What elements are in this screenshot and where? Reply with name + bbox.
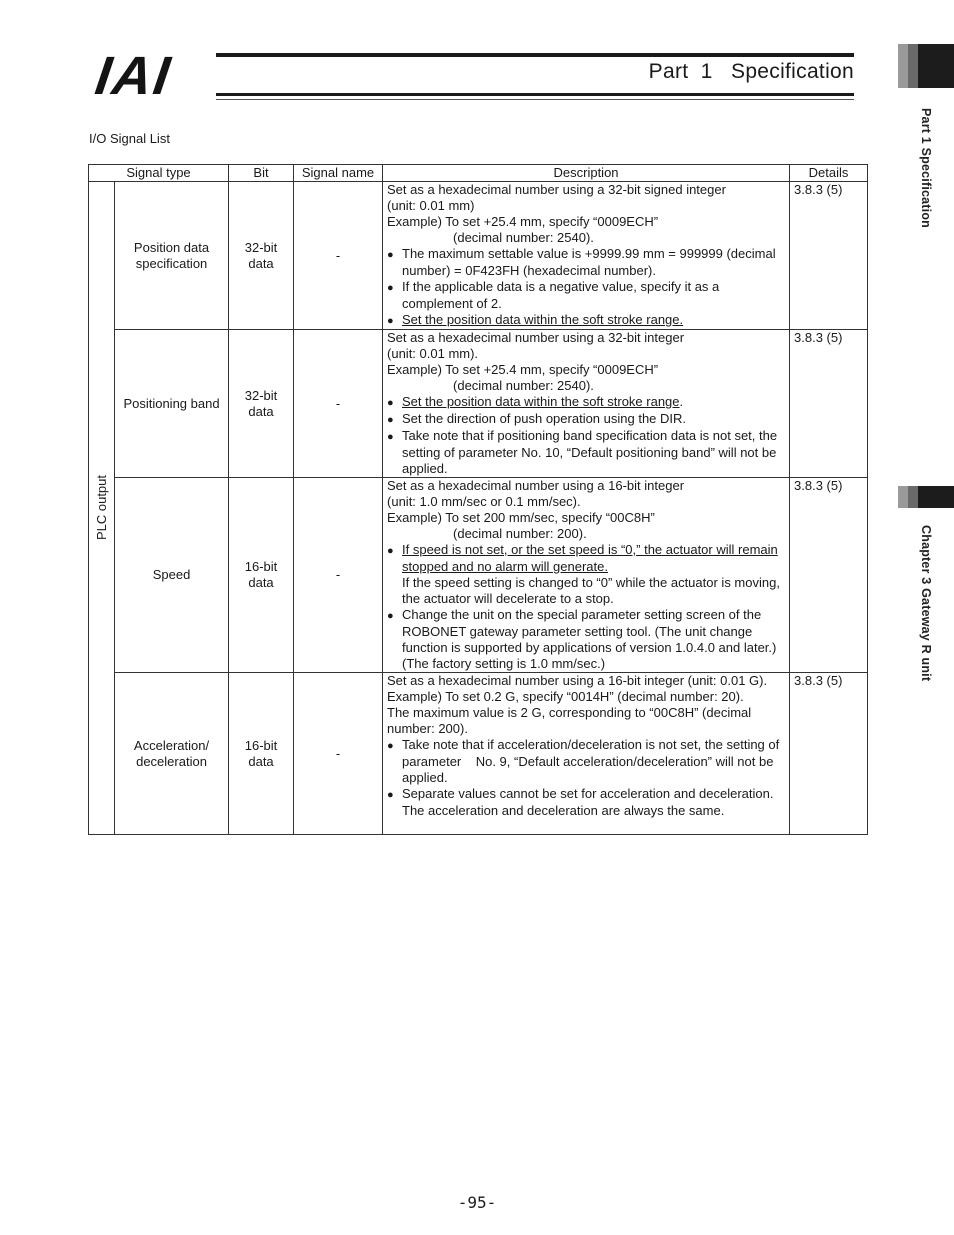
signal-type-cell: Position data specification <box>115 182 229 330</box>
desc-bullet <box>387 394 786 411</box>
table-header-row <box>89 165 868 182</box>
group-label: PLC output <box>93 475 109 541</box>
desc-bullet: ● If the applicable data is a negative value, specify it as a complement of 2. <box>387 279 786 312</box>
details-cell: 3.8.3 (5) <box>790 330 868 478</box>
details-cell: 3.8.3 (5) <box>790 478 868 673</box>
description-cell <box>383 673 790 835</box>
desc-underlined-text: If speed is not set, or the set speed is “0,” the actuator will remain stopped and no alarm will generate. <box>402 542 778 574</box>
bit-cell: 16-bit data <box>229 673 294 835</box>
desc-line: (decimal number: 2540). <box>453 230 594 245</box>
desc-line: (unit: 0.01 mm). <box>387 346 479 361</box>
signal-name-cell: - <box>294 673 383 835</box>
iai-logo: IAI <box>91 46 176 106</box>
header-bit: Bit <box>229 165 294 182</box>
bit-cell: 32-bit data <box>229 330 294 478</box>
signal-type-cell: Speed <box>115 478 229 673</box>
header-details: Details <box>790 165 868 182</box>
io-signal-table <box>88 164 868 835</box>
description-cell <box>383 330 790 478</box>
desc-bullet <box>387 542 786 575</box>
desc-bullet: ● Change the unit on the special parameter setting screen of the ROBONET gateway parameter setting tool. (The unit change function is supported by applications of version 1.0.4.0 and later.) (The factory setting is 1.0 mm/sec.) <box>387 607 786 672</box>
signal-name-cell: - <box>294 478 383 673</box>
desc-bullet: ● The maximum settable value is +9999.99 mm = 999999 (decimal number) = 0F423FH (hexadecimal number). <box>387 246 786 279</box>
desc-bullet: ● Separate values cannot be set for acceleration and deceleration. The acceleration and deceleration are always the same. <box>387 786 786 819</box>
desc-line: Example) To set 0.2 G, specify “0014H” (decimal number: 20). <box>387 689 744 704</box>
desc-period: . <box>679 394 684 409</box>
desc-bullet: ● Take note that if acceleration/deceleration is not set, the setting of parameter No. 9, “Default acceleration/deceleration” will not be applied. <box>387 737 786 786</box>
header-rule-top <box>216 53 854 57</box>
chapter-tab-marker <box>898 486 954 508</box>
description-cell <box>383 478 790 673</box>
table-row <box>89 478 868 673</box>
details-cell: 3.8.3 (5) <box>790 182 868 330</box>
header-signal-name: Signal name <box>294 165 383 182</box>
desc-bullet <box>387 312 786 329</box>
desc-line: Set as a hexadecimal number using a 16-bit integer <box>387 478 685 493</box>
bit-cell: 16-bit data <box>229 478 294 673</box>
desc-line: Example) To set 200 mm/sec, specify “00C8H” <box>387 510 655 525</box>
desc-line: Example) To set +25.4 mm, specify “0009ECH” <box>387 214 659 229</box>
header-rule-bottom <box>216 93 854 96</box>
desc-line: Set as a hexadecimal number using a 32-bit signed integer <box>387 182 726 197</box>
details-cell: 3.8.3 (5) <box>790 673 868 835</box>
table-row <box>89 673 868 835</box>
desc-bullet-continuation: If the speed setting is changed to “0” while the actuator is moving, the actuator will decelerate to a stop. <box>402 575 780 606</box>
desc-bullet: ● Set the direction of push operation using the DIR. <box>387 411 786 428</box>
chapter-side-label: Chapter 3 Gateway R unit <box>919 525 933 682</box>
signal-name-cell: - <box>294 182 383 330</box>
signal-name-cell: - <box>294 330 383 478</box>
signal-type-cell: Positioning band <box>115 330 229 478</box>
group-cell <box>89 182 115 835</box>
desc-line: (decimal number: 2540). <box>453 378 594 393</box>
signal-type-cell: Acceleration/ deceleration <box>115 673 229 835</box>
desc-underlined-text: Set the position data within the soft stroke range <box>402 394 680 409</box>
header-signal-type: Signal type <box>89 165 229 182</box>
desc-line: (unit: 0.01 mm) <box>387 198 475 213</box>
page-title: Part 1 Specification <box>648 60 854 83</box>
desc-line: The maximum value is 2 G, corresponding to “00C8H” (decimal number: 200). <box>387 705 752 736</box>
description-cell <box>383 182 790 330</box>
desc-bullet: ● Take note that if positioning band specification data is not set, the setting of parameter No. 10, “Default positioning band” will not be applied. <box>387 428 786 477</box>
table-row <box>89 330 868 478</box>
header-description: Description <box>383 165 790 182</box>
bit-cell: 32-bit data <box>229 182 294 330</box>
desc-underlined-text: Set the position data within the soft stroke range. <box>402 312 684 327</box>
desc-line: Set as a hexadecimal number using a 16-bit integer (unit: 0.01 G). <box>387 673 768 688</box>
page-number: -95- <box>457 1193 497 1212</box>
part-tab-marker <box>898 44 954 88</box>
desc-line: Set as a hexadecimal number using a 32-bit integer <box>387 330 685 345</box>
desc-line: Example) To set +25.4 mm, specify “0009ECH” <box>387 362 659 377</box>
desc-line: (decimal number: 200). <box>453 526 587 541</box>
part-side-label: Part 1 Specification <box>919 108 933 229</box>
table-row <box>89 182 868 330</box>
desc-line: (unit: 1.0 mm/sec or 0.1 mm/sec). <box>387 494 581 509</box>
table-caption: I/O Signal List <box>89 131 170 146</box>
header-rule-thin <box>216 99 854 100</box>
